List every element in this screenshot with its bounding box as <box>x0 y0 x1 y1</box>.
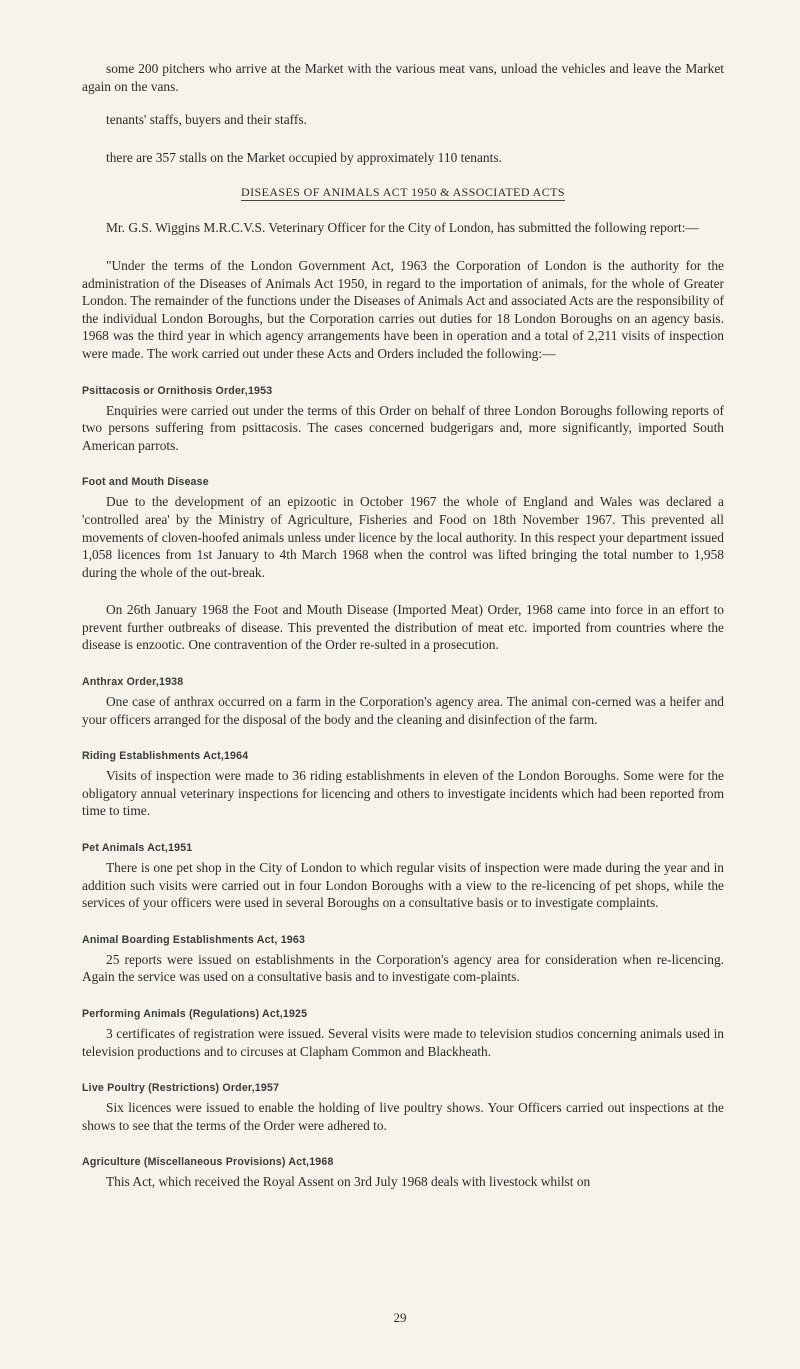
section-title <box>82 185 724 200</box>
report-body: "Under the terms of the London Government Act, 1963 the Corporation of London is the authority for the administration of the Diseases of Animals Act 1950, in regard to the importation of animals, for the whole of Greater London. The remainder of the functions under the Diseases of Animals Act and associated Acts are the responsibility of the individual London Boroughs, but the Corporation carries out duties for 18 London Boroughs on an agency basis. 1968 was the third year in which agency arrangements have been in operation and a total of 2,211 visits of inspection were made. The work carried out under these Acts and Orders included the following:— <box>82 257 724 361</box>
text-poultry: Six licences were issued to enable the holding of live poultry shows. Your Officers carried out inspections at the shows to see that the terms of the Order were adhered to. <box>82 1100 724 1133</box>
heading-poultry: Live Poultry (Restrictions) Order,1957 <box>82 1082 280 1095</box>
text-boarding: 25 reports were issued on establishments in the Corporation's agency area for consideration when re-licencing. Again the service was used on a consultative basis and to investigate com-plaints. <box>82 951 724 985</box>
heading-psittacosis: Psittacosis or Ornithosis Order,1953 <box>82 384 273 397</box>
text-pet-animals: There is one pet shop in the City of London to which regular visits of inspection were made during the year and in addition such visits were carried out in four London Boroughs with a view to the re-licencing of pet shops, while the services of your officers were used in several Boroughs on a consultative basis or to investigate complaints. <box>82 860 724 911</box>
heading-riding: Riding Establishments Act,1964 <box>82 750 249 763</box>
report-lead: Mr. G.S. Wiggins M.R.C.V.S. Veterinary Officer for the City of London, has submitted the following report:— <box>106 220 699 236</box>
text-riding: Visits of inspection were made to 36 riding establishments in eleven of the London Boroughs. Some were for the obligatory annual veterinary inspections for licencing and others to investigate incidents which had been reported from time to time. <box>82 768 724 819</box>
text-agriculture: This Act, which received the Royal Assent on 3rd July 1968 deals with livestock whilst on <box>106 1174 591 1190</box>
text-foot-mouth-1: Due to the development of an epizootic in October 1967 the whole of England and Wales was declared a 'controlled area' by the Ministry of Agriculture, Fisheries and Food on 18th November 1967. This prevented all movements of cloven-hoofed animals unless under licence by the local authority. In this respect your department issued 1,058 licences from 1st January to 4th March 1968 when the control was lifted bringing the total number to 1,958 during the whole of the out-break. <box>82 494 724 580</box>
text-foot-mouth-2: On 26th January 1968 the Foot and Mouth Disease (Imported Meat) Order, 1968 came into force in an effort to prevent further outbreaks of disease. This prevented the distribution of meat etc. imported from countries where the disease is enzootic. One contravention of the Order re-sulted in a prosecution. <box>82 602 724 653</box>
heading-performing: Performing Animals (Regulations) Act,1925 <box>82 1008 308 1020</box>
section-title-text: DISEASES OF ANIMALS ACT 1950 & ASSOCIATED ACTS <box>241 185 565 200</box>
heading-foot-mouth: Foot and Mouth Disease <box>82 476 209 489</box>
heading-pet-animals: Pet Animals Act,1951 <box>82 842 193 855</box>
intro-paragraph-3: there are 357 stalls on the Market occupied by approximately 110 tenants. <box>106 149 502 165</box>
text-anthrax: One case of anthrax occurred on a farm in the Corporation's agency area. The animal con-cerned was a heifer and your officers arranged for the disposal of the body and the cleaning and disinfection of the farm. <box>82 694 724 727</box>
text-psittacosis: Enquiries were carried out under the terms of this Order on behalf of three London Boroughs following reports of two persons suffering from psittacosis. The cases concerned budgerigars and, more significantly, imported South American parrots. <box>82 402 724 453</box>
page-number: 29 <box>393 1310 407 1325</box>
intro-paragraph-1: some 200 pitchers who arrive at the Market with the various meat vans, unload the vehicles and leave the Market again on the vans. <box>82 61 724 94</box>
heading-boarding: Animal Boarding Establishments Act, 1963 <box>82 933 306 946</box>
text-performing: 3 certificates of registration were issued. Several visits were made to television studios concerning animals used in television productions and to circuses at Clapham Common and Blackheath. <box>82 1026 724 1059</box>
heading-anthrax: Anthrax Order,1938 <box>82 676 184 689</box>
heading-agriculture: Agriculture (Miscellaneous Provisions) Act,1968 <box>82 1156 334 1169</box>
intro-paragraph-2: tenants' staffs, buyers and their staffs. <box>106 112 307 128</box>
